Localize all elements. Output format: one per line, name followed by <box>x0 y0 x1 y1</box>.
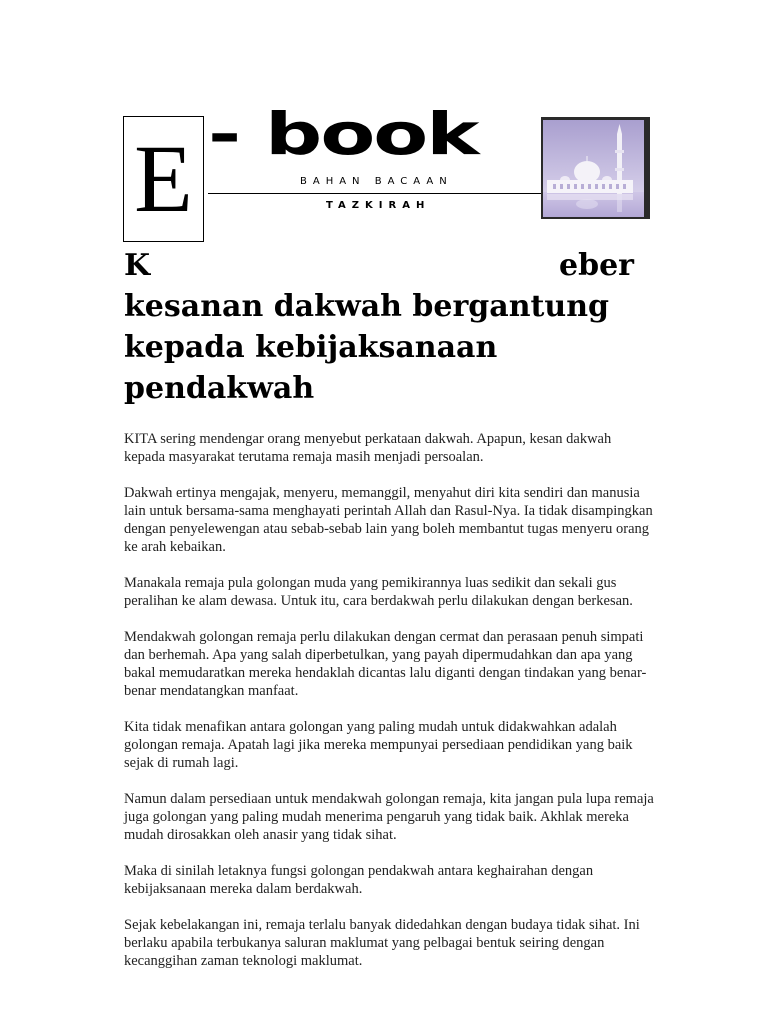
article-headline <box>124 245 634 409</box>
paragraph: Dakwah ertinya mengajak, menyeru, memanggil, menyahut diri kita sendiri dan manusia lain untuk bersama-sama menghayati perintah Allah dan Rasul-Nya. Ia tidak disampingkan dengan penyelewengan atau sebab-sebab lain yang boleh membantut tugas menyeru orang ke arah kebaikan. <box>124 485 653 555</box>
mosque-illustration <box>543 120 644 217</box>
headline-rest: kesanan dakwah bergantung kepada kebijaksanaan pendakwah <box>124 289 609 406</box>
paragraph: Manakala remaja pula golongan muda yang pemikirannya luas sedikit dan sekali gus peralihan ke alam dewasa. Untuk itu, cara berdakwah perlu dilakukan dengan berkesan. <box>124 575 633 609</box>
initial-letter: E <box>134 125 193 232</box>
paragraph: Maka di sinilah letaknya fungsi golongan pendakwah antara keghairahan dengan kebijaksanaan mereka dalam berdakwah. <box>124 863 594 897</box>
headline-first-word-end: eber <box>559 248 634 283</box>
ebook-title: - book <box>208 100 478 168</box>
mosque-image <box>541 117 650 219</box>
article-body <box>124 430 654 988</box>
headline-first-line <box>124 245 634 286</box>
initial-letter-box <box>123 116 204 242</box>
section-label: TAZKIRAH <box>326 200 431 211</box>
paragraph: Kita tidak menafikan antara golongan yang paling mudah untuk didakwahkan adalah golongan remaja. Apatah lagi jika mereka mempunyai persediaan pendidikan yang baik sejak di rumah lagi. <box>124 719 633 771</box>
paragraph: Mendakwah golongan remaja perlu dilakukan dengan cermat dan perasaan penuh simpati dan berhemah. Apa yang salah diperbetulkan, yang payah dipermudahkan dan apa yang bakal memudaratkan mereka hendaklah dicantas lalu diganti dengan tindakan yang benar-benar mendatangkan manfaat. <box>124 629 647 699</box>
paragraph: Namun dalam persediaan untuk mendakwah golongan remaja, kita jangan pula lupa remaja juga golongan yang paling mudah menerima pengaruh yang tidak baik. Akhlak mereka mudah dirosakkan oleh anasir yang tidak sihat. <box>124 791 654 843</box>
paragraph: KITA sering mendengar orang menyebut perkataan dakwah. Apapun, kesan dakwah kepada masyarakat terutama remaja masih menjadi persoalan. <box>124 431 612 465</box>
paragraph: Sejak kebelakangan ini, remaja terlalu banyak didedahkan dengan budaya tidak sihat. Ini berlaku apabila terbukanya saluran maklumat yang pelbagai bentuk seiring dengan kecanggihan zaman teknologi maklumat. <box>124 917 640 969</box>
headline-initial: K <box>124 248 151 283</box>
subtitle-bahan-bacaan: BAHAN BACAAN <box>300 176 453 187</box>
masthead-divider <box>208 193 543 194</box>
